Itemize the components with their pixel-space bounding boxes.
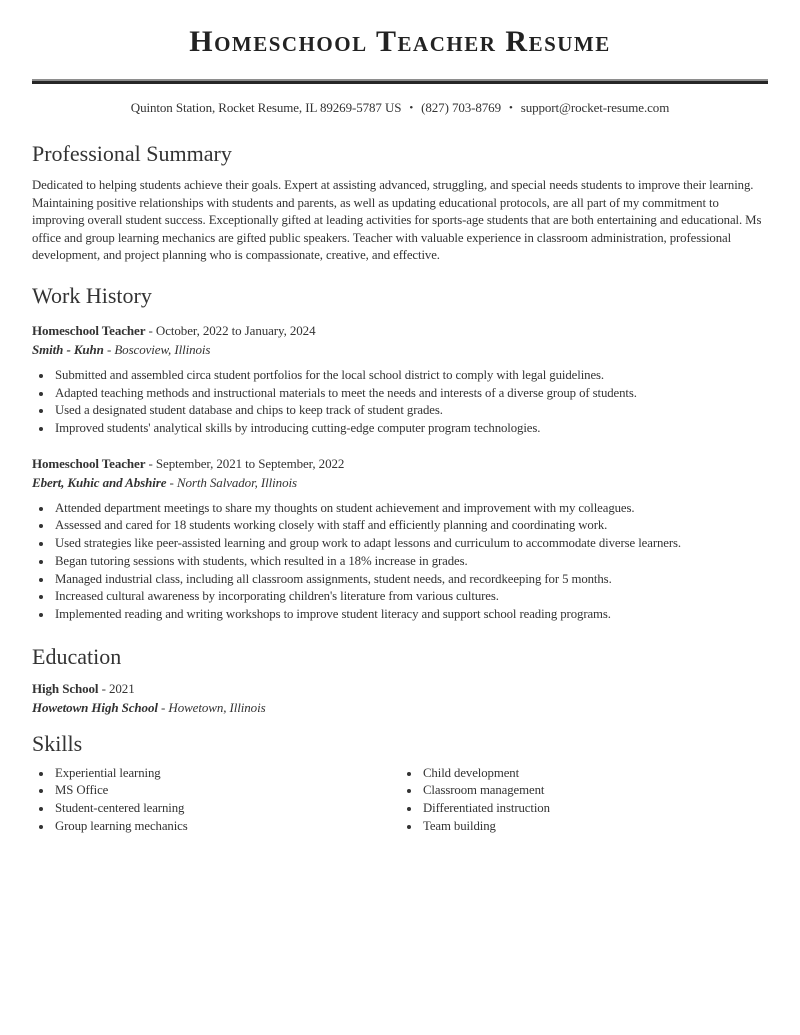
contact-separator: • — [508, 102, 513, 114]
contact-line — [32, 100, 768, 116]
job-title: Homeschool Teacher — [32, 455, 146, 471]
list-item: • Group learning mechanics — [53, 818, 400, 836]
list-item: • Managed industrial class, including all classroom assignments, student needs, and recordkeeping for 5 months. — [53, 571, 768, 589]
header-double-rule — [32, 79, 768, 84]
list-item: • Adapted teaching methods and instructional materials to meet the needs and interests of a diverse group of students. — [53, 385, 768, 403]
contact-email: support@rocket-resume.com — [520, 100, 670, 115]
education-heading: Education — [32, 643, 122, 669]
section-professional-summary — [32, 141, 768, 265]
skills-list-left — [32, 765, 400, 836]
section-education — [32, 644, 768, 718]
contact-address: Quinton Station, Rocket Resume, IL 89269-5787 US — [130, 100, 402, 115]
list-item: • Classroom management — [421, 782, 768, 800]
education-degree: High School — [32, 680, 99, 696]
resume-header — [32, 0, 768, 116]
education-year: - 2021 — [101, 680, 135, 696]
list-item: • Team building — [421, 818, 768, 836]
list-item: • Attended department meetings to share my thoughts on student achievement and improvement with my colleagues. — [53, 500, 768, 518]
section-work-history — [32, 283, 768, 624]
work-history-heading: Work History — [32, 282, 152, 308]
education-entry — [32, 679, 768, 718]
resume-title: Homeschool Teacher Resume — [189, 25, 611, 58]
list-item: • Began tutoring sessions with students, which resulted in a 18% increase in grades. — [53, 553, 768, 571]
education-school-line — [32, 698, 768, 718]
job-title-line — [32, 321, 768, 341]
contact-phone: (827) 703-8769 — [421, 100, 501, 115]
list-item: • Implemented reading and writing workshops to improve student literacy and support school reading programs. — [53, 606, 768, 624]
job-company-line — [32, 340, 768, 360]
contact-separator: • — [409, 102, 414, 114]
summary-text: Dedicated to helping students achieve their goals. Expert at assisting advanced, struggling, and special needs students to improve their learning. Maintaining positive relationships with students and parents, as well as updating educational protocols, are all part of my commitment to improving overall student success. Exceptionally gifted at leading activities for sports-age students that are both entertaining and educational. Ms office and group learning mechanics are gifted public speakers. Teacher with valuable experience in classroom administration, professional development, and project planning who is compassionate, creative, and effective. — [32, 178, 762, 263]
job-location: - Boscoview, Illinois — [106, 342, 211, 358]
list-item: • MS Office — [53, 782, 400, 800]
list-item: • Experiential learning — [53, 765, 400, 783]
job-bullet-list — [32, 367, 768, 438]
list-item: • Used a designated student database and chips to keep track of student grades. — [53, 402, 768, 420]
job-dates: - September, 2021 to September, 2022 — [148, 455, 345, 471]
list-item: • Submitted and assembled circa student portfolios for the local school district to comply with legal guidelines. — [53, 367, 768, 385]
list-item: • Student-centered learning — [53, 800, 400, 818]
list-item: • Used strategies like peer-assisted learning and group work to adapt lessons and curriculum to accommodate diverse learners. — [53, 535, 768, 553]
list-item: • Assessed and cared for 18 students working closely with staff and efficiently planning and coordinating work. — [53, 517, 768, 535]
job-entry — [32, 454, 768, 624]
section-skills — [32, 731, 768, 836]
job-entry — [32, 321, 768, 438]
skills-columns — [32, 765, 768, 836]
list-item: • Improved students' analytical skills by introducing cutting-edge computer program technologies. — [53, 420, 768, 438]
job-title-line — [32, 454, 768, 474]
list-item: • Differentiated instruction — [421, 800, 768, 818]
education-school: Howetown High School — [32, 700, 158, 716]
education-degree-line — [32, 679, 768, 699]
skills-list-right — [400, 765, 768, 836]
job-location: - North Salvador, Illinois — [169, 475, 297, 491]
job-title: Homeschool Teacher — [32, 322, 146, 338]
job-company-line — [32, 473, 768, 493]
job-company: Ebert, Kuhic and Abshire — [32, 475, 167, 491]
job-company: Smith - Kuhn — [32, 342, 104, 358]
list-item: • Increased cultural awareness by incorporating children's literature from various cultures. — [53, 588, 768, 606]
job-dates: - October, 2022 to January, 2024 — [148, 322, 316, 338]
education-location: - Howetown, Illinois — [161, 700, 266, 716]
job-bullet-list — [32, 500, 768, 624]
list-item: • Child development — [421, 765, 768, 783]
skills-heading: Skills — [32, 730, 83, 756]
summary-heading: Professional Summary — [32, 141, 232, 166]
